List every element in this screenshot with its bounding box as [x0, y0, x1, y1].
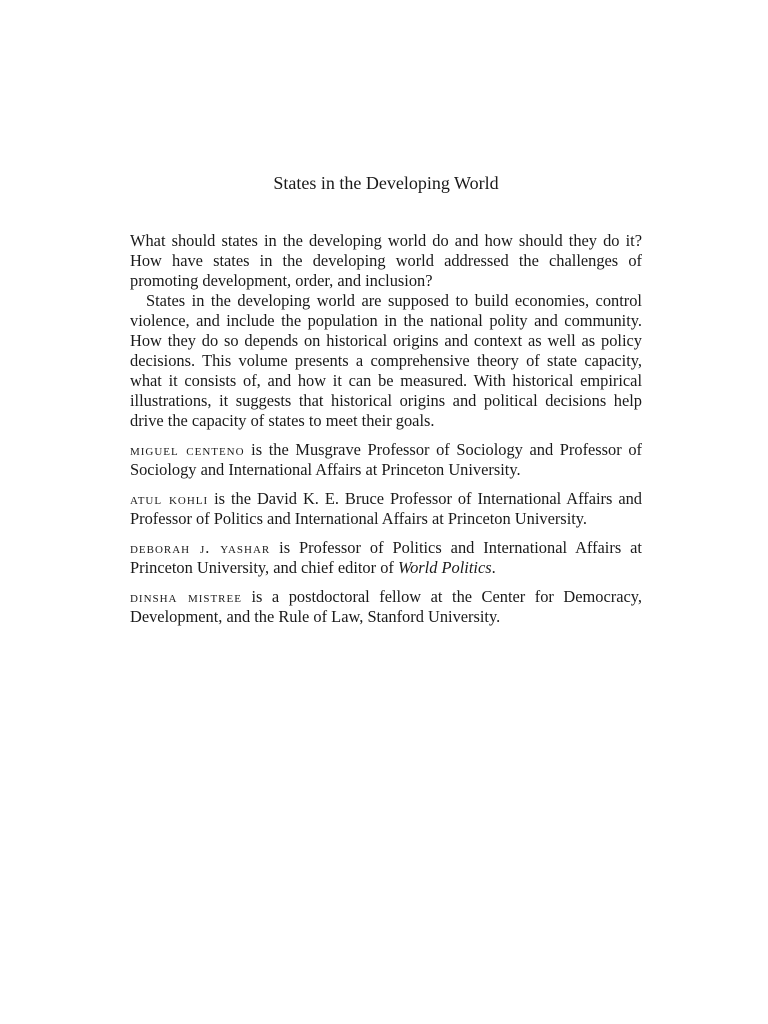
- author-bio-text: is a postdoctoral fellow at the Center for Democracy, Development, and the Rule of Law, Stanford University.: [130, 587, 642, 626]
- author-bio-centeno: [130, 440, 642, 480]
- author-bio-text: is Professor of Politics and International Affairs at Princeton University, and chief editor of: [130, 538, 642, 577]
- author-name: deborah j. yashar: [130, 538, 271, 557]
- author-bio-mistree: [130, 587, 642, 627]
- author-bio-yashar: [130, 538, 642, 578]
- description-block: [130, 231, 642, 627]
- description-paragraph-1: What should states in the developing world do and how should they do it? How have states in the developing world addressed the challenges of promoting development, order, and inclusion?: [130, 231, 642, 290]
- author-bio-end: .: [491, 558, 496, 577]
- author-name: atul kohli: [130, 489, 209, 508]
- author-bio-text: is the Musgrave Professor of Sociology and Professor of Sociology and International Affairs at Princeton University.: [130, 440, 642, 479]
- description-paragraph-2: States in the developing world are supposed to build economies, control violence, and include the population in the national polity and community. How they do so depends on historical origins and context as well as policy decisions. This volume presents a comprehensive theory of state capacity, what it consists of, and how it can be measured. With historical empirical illustrations, it suggests that historical origins and political decisions help drive the capacity of states to meet their goals.: [130, 291, 642, 430]
- author-name: miguel centeno: [130, 440, 245, 459]
- author-bio-kohli: [130, 489, 642, 529]
- series-title: States in the Developing World: [273, 173, 499, 193]
- author-bio-text: is the David K. E. Bruce Professor of International Affairs and Professor of Politics and International Affairs at Princeton University.: [130, 489, 642, 528]
- author-name: dinsha mistree: [130, 587, 242, 606]
- journal-title: World Politics: [397, 558, 492, 577]
